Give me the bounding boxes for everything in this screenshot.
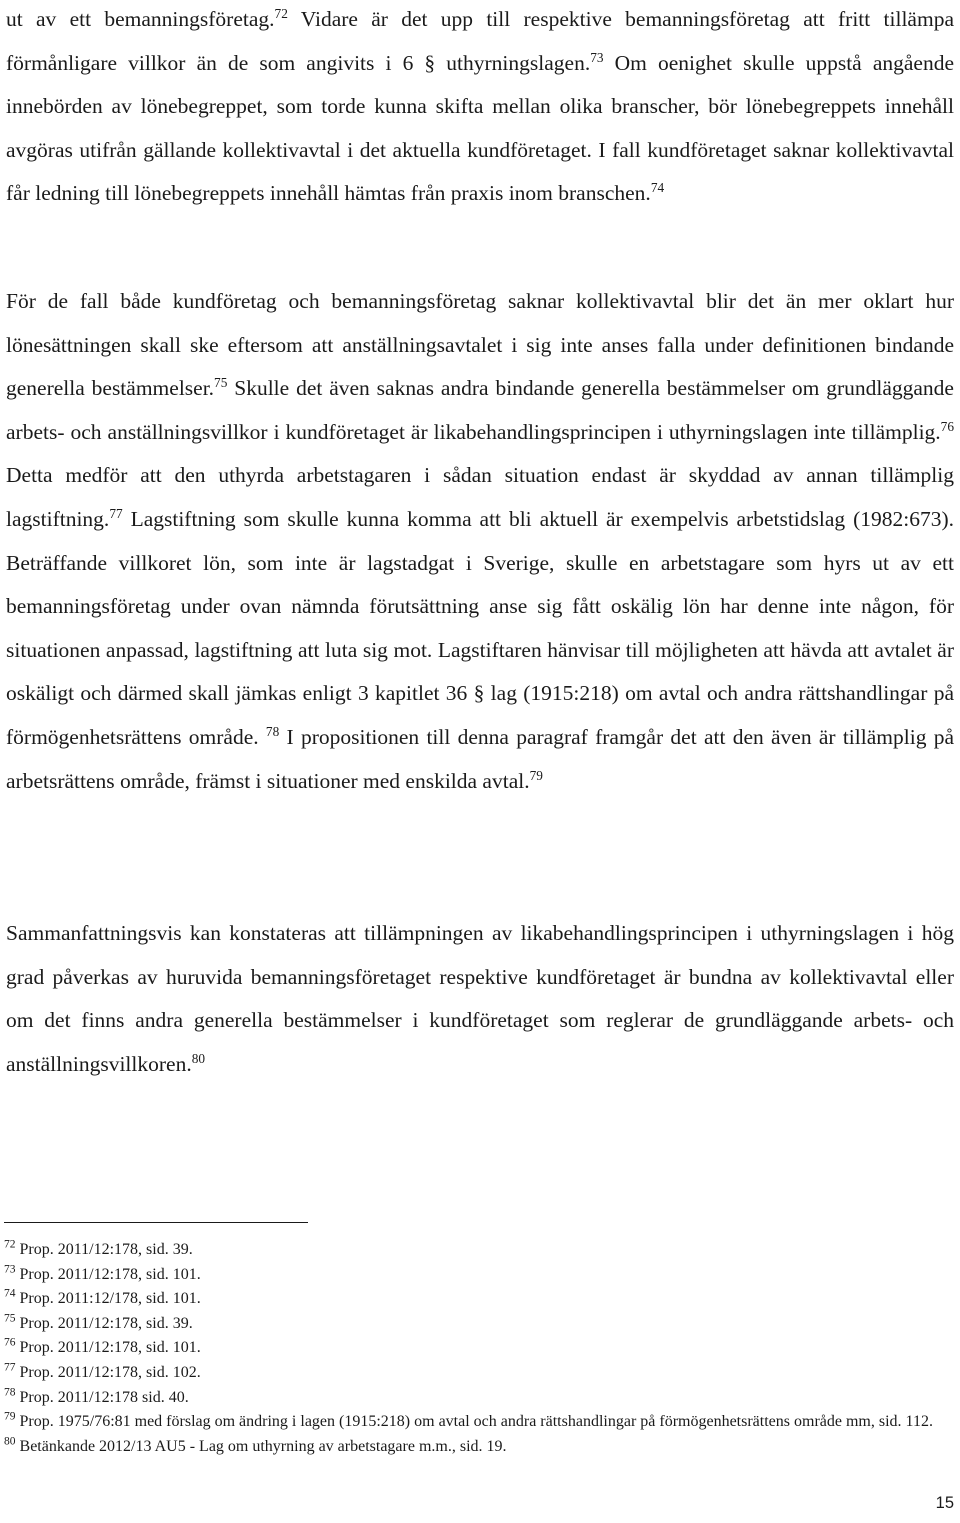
paragraph-text: Vidare är det upp till respektive bemanningsföretag att fritt tillämpa förmånligare villkor än de som angivits i 6 § uthyrningslagen. xyxy=(6,7,954,75)
paragraph-text: Om oenighet skulle uppstå angående innebörden av lönebegreppet, som torde kunna skifta mellan olika branscher, bör lönebegreppets innehåll avgöras utifrån gällande kollektivavtal i det aktuella kundföretaget. I fall kundföretaget saknar kollektivavtal får ledning till lönebegreppets innehåll hämtas från praxis inom branschen. xyxy=(6,50,954,206)
paragraph-text: Lagstiftning som skulle kunna komma att bli aktuell är exempelvis arbetstidslag (1982:673). Beträffande villkoret lön, som inte är lagstadgat i Sverige, skulle en arbetstagare som hyrs ut av ett bemanningsföretag under ovan nämnda förutsättning anse sig fått oskälig lön har denne inte någon, för situationen anpassad, lagstiftning att luta sig mot. Lagstiftaren hänvisar till möjligheten att hävda att avtalet är oskäligt och därmed skall jämkas enligt 3 kapitlet 36 § lag (1915:218) om avtal och andra rättshandlingar på förmögenhetsrättens område. xyxy=(6,506,954,749)
footnote-ref: 76 xyxy=(940,418,954,434)
body-paragraph-2 xyxy=(6,280,954,803)
body-paragraph-3 xyxy=(6,912,954,1086)
footnote-text: Prop. 2011/12:178, sid. 101. xyxy=(15,1265,201,1283)
footnote-ref: 73 xyxy=(590,49,604,65)
paragraph-text: ut av ett bemanningsföretag. xyxy=(6,7,275,31)
footnote-text: Prop. 2011/12:178, sid. 39. xyxy=(15,1314,193,1332)
footnote-ref: 79 xyxy=(529,767,543,783)
footnote-ref: 75 xyxy=(214,375,228,391)
footnote-number: 74 xyxy=(4,1287,16,1300)
footnote-ref: 72 xyxy=(274,5,288,21)
paragraph-text: Skulle det även saknas andra bindande generella bestämmelser om grundläggande arbets- och anställningsvillkor i kundföretaget är likabehandlingsprincipen i uthyrningslagen inte tillämplig. xyxy=(6,376,954,444)
footnote-ref: 78 xyxy=(265,723,280,739)
footnote-ref: 80 xyxy=(191,1050,206,1066)
footnote-number: 75 xyxy=(4,1312,16,1325)
footnote-item xyxy=(4,1287,954,1312)
paragraph-text: I propositionen till denna paragraf framgår det att den även är tillämplig på arbetsrättens område, främst i situationer med enskilda avtal. xyxy=(6,724,955,793)
footnote-text: Prop. 2011:12/178, sid. 101. xyxy=(15,1290,201,1308)
footnote-number: 73 xyxy=(4,1263,16,1276)
footnote-item xyxy=(4,1263,954,1288)
footnote-number: 72 xyxy=(4,1238,16,1251)
footnote-separator xyxy=(4,1222,308,1223)
footnote-text: Prop. 2011/12:178 sid. 40. xyxy=(15,1388,189,1406)
footnote-text: Prop. 2011/12:178, sid. 102. xyxy=(15,1363,201,1381)
footnote-text: Prop. 2011/12:178, sid. 101. xyxy=(15,1339,201,1357)
footnote-item xyxy=(4,1410,954,1435)
paragraph-text: Sammanfattningsvis kan konstateras att tillämpningen av likabehandlingsprincipen i uthyrningslagen i hög grad påverkas av huruvida bemanningsföretaget respektive kundföretaget är bundna av kollektivavtal eller om det finns andra generella bestämmelser i kundföretaget som reglerar de grundläggande arbets- och anställningsvillkoren. xyxy=(6,921,954,1076)
body-paragraph-1 xyxy=(6,0,954,216)
footnote-number: 76 xyxy=(4,1337,16,1350)
footnotes xyxy=(4,1238,954,1459)
paragraph-text: För de fall både kundföretag och bemanningsföretag saknar kollektivavtal blir det än mer oklart hur lönesättningen skall ske eftersom att anställningsavtalet i sig inte anses falla under definitionen bindande generella bestämmelser. xyxy=(6,289,954,401)
footnote-item xyxy=(4,1361,954,1386)
page-number: 15 xyxy=(935,1494,954,1512)
footnote-ref: 74 xyxy=(650,180,665,196)
footnote-item xyxy=(4,1435,954,1460)
footnote-number: 79 xyxy=(4,1410,16,1423)
paragraph-text: Detta medför att den uthyrda arbetstagaren i sådan situation endast är skyddad av annan tillämplig lagstiftning. xyxy=(6,463,954,531)
footnote-item xyxy=(4,1238,954,1263)
footnote-item xyxy=(4,1386,954,1411)
footnote-number: 80 xyxy=(4,1435,16,1448)
footnote-text: Prop. 1975/76:81 med förslag om ändring i lagen (1915:218) om avtal och andra rättshandlingar på förmögenhetsrättens område mm, sid. 112. xyxy=(15,1413,933,1431)
footnote-number: 78 xyxy=(4,1386,16,1399)
footnote-text: Betänkande 2012/13 AU5 - Lag om uthyrning av arbetstagare m.m., sid. 19. xyxy=(15,1437,507,1455)
footnote-item xyxy=(4,1312,954,1337)
footnote-number: 77 xyxy=(4,1361,16,1374)
footnote-item xyxy=(4,1336,954,1361)
footnote-text: Prop. 2011/12:178, sid. 39. xyxy=(15,1241,193,1258)
footnote-ref: 77 xyxy=(109,505,123,521)
